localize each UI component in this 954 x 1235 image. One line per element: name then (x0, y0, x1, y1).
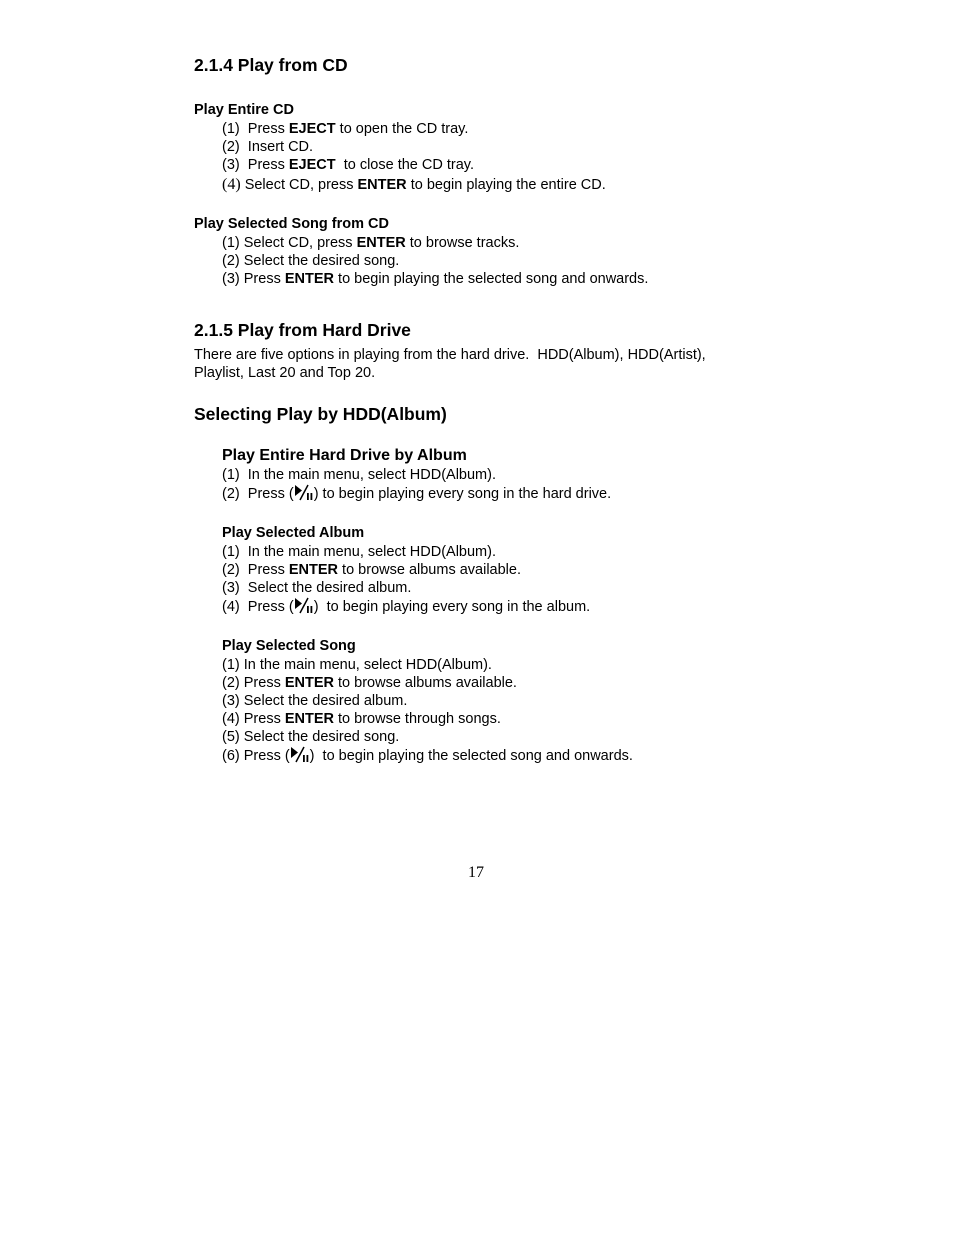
selected-album-steps (222, 543, 590, 618)
entire-cd-steps (222, 120, 606, 195)
play-pause-icon (294, 597, 314, 614)
list-item: (2) Press ( ) to begin playing every song in the hard drive. (222, 486, 612, 502)
list-item: (4) Select CD, press ENTER to begin playing the entire CD. (222, 176, 606, 193)
list-item: (2) Insert CD. (222, 139, 314, 155)
list-item: (1) In the main menu, select HDD(Album). (222, 657, 492, 673)
list-item: (4) Press ( ) to begin playing every song in the album. (222, 599, 591, 615)
section-heading-cd: 2.1.4 Play from CD (194, 55, 348, 75)
subsection-title-entire-cd: Play Entire CD (194, 102, 294, 118)
subsection-title-selected-cd: Play Selected Song from CD (194, 216, 389, 232)
selected-song-steps (222, 656, 633, 767)
list-item: (4) Press ENTER to browse through songs. (222, 711, 501, 727)
play-pause-icon (290, 746, 310, 763)
list-item: (3) Press ENTER to begin playing the selected song and onwards. (222, 271, 649, 287)
entire-hdd-steps (222, 466, 611, 505)
list-item: (1) In the main menu, select HDD(Album). (222, 467, 496, 483)
list-item: (1) Press EJECT to open the CD tray. (222, 121, 469, 137)
play-pause-icon (294, 484, 314, 501)
list-item: (3) Select the desired album. (222, 693, 408, 709)
list-item: (2) Press ENTER to browse albums available. (222, 562, 521, 578)
list-item: (5) Select the desired song. (222, 729, 400, 745)
hdd-intro-line-1: There are five options in playing from the hard drive. HDD(Album), HDD(Artist), (194, 347, 706, 363)
page-number: 17 (468, 864, 484, 881)
list-item: (6) Press ( ) to begin playing the selected song and onwards. (222, 748, 633, 764)
list-item: (2) Press ENTER to browse albums available. (222, 675, 517, 691)
list-item: (3) Press EJECT to close the CD tray. (222, 157, 474, 173)
list-item: (2) Select the desired song. (222, 253, 400, 269)
subsection-title-selected-album: Play Selected Album (222, 525, 365, 541)
hdd-intro-line-2: Playlist, Last 20 and Top 20. (194, 365, 376, 381)
selected-cd-steps (222, 234, 648, 288)
list-item: (3) Select the desired album. (222, 580, 412, 596)
subsection-title-selected-song: Play Selected Song (222, 638, 356, 654)
subheading-hdd-album: Selecting Play by HDD(Album) (194, 404, 447, 424)
list-item: (1) In the main menu, select HDD(Album). (222, 544, 496, 560)
section-heading-hdd: 2.1.5 Play from Hard Drive (194, 320, 411, 340)
list-item: (1) Select CD, press ENTER to browse tracks. (222, 235, 520, 251)
subsection-title-entire-hdd: Play Entire Hard Drive by Album (222, 447, 467, 464)
